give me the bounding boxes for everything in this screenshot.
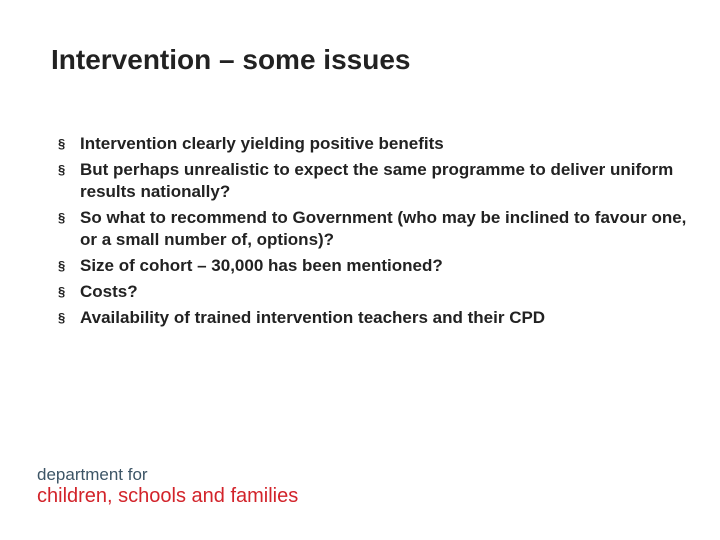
bullet-list [58,133,698,333]
bullet-item: § Intervention clearly yielding positive benefits [58,134,444,153]
bullet-icon: § [58,136,66,151]
slide-title: Intervention – some issues [51,44,411,75]
bullet-icon: § [58,210,66,225]
bullet-icon: § [58,284,66,299]
bullet-item: § Costs? [58,282,138,301]
bullet-item: § Availability of trained intervention teachers and their CPD [58,308,546,327]
bullet-item: § So what to recommend to Government (who may be inclined to favour one, or a small number of, options)? [58,208,687,249]
bullet-item: § Size of cohort – 30,000 has been mentioned? [58,256,443,275]
bullet-icon: § [58,310,66,325]
bullet-item: § But perhaps unrealistic to expect the same programme to deliver uniform results nationally? [58,160,674,201]
logo-line2: children, schools and families [37,485,299,507]
bullet-icon: § [58,258,66,273]
dcsf-logo [37,466,298,508]
bullet-icon: § [58,162,66,177]
logo-line1: department for [37,465,148,484]
